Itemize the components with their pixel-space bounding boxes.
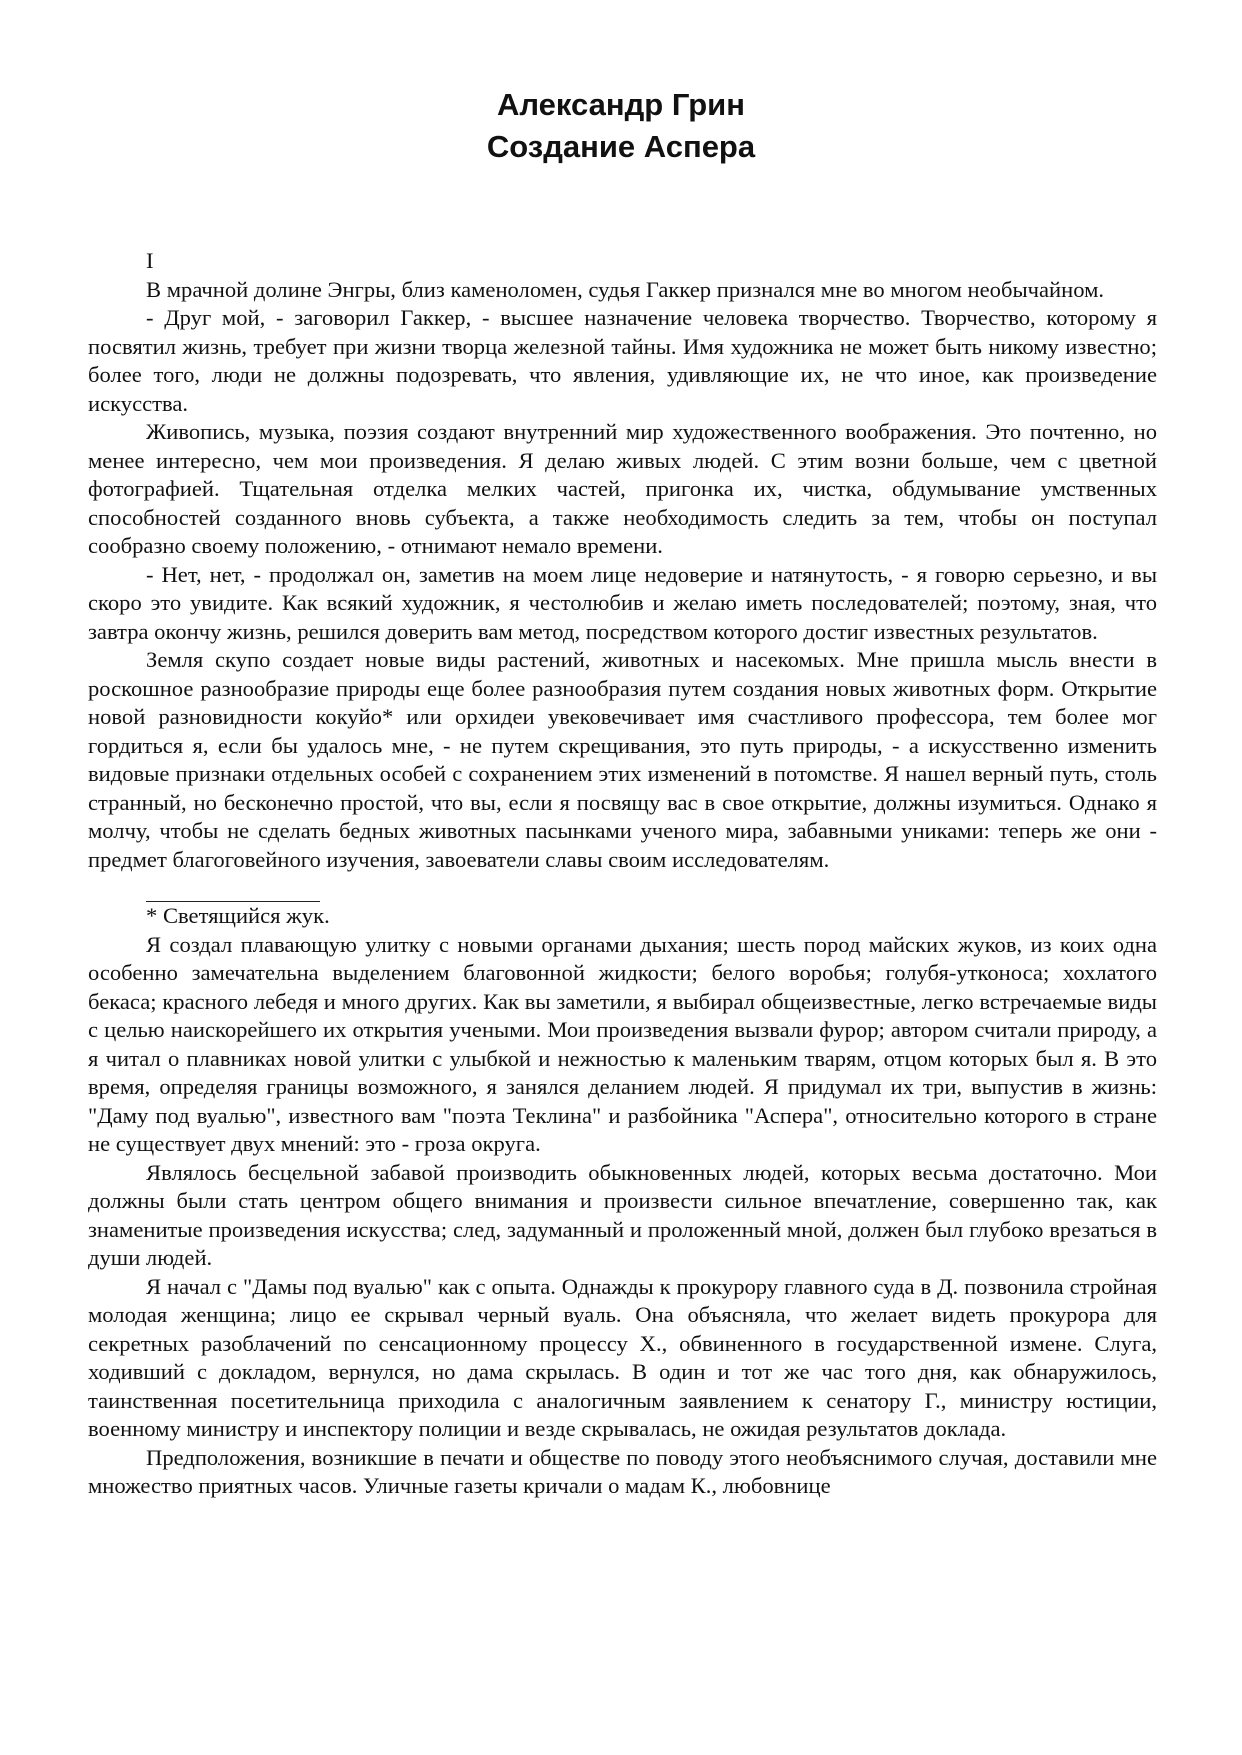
story-title: Создание Аспера <box>486 129 756 164</box>
author-name: Александр Грин <box>497 87 745 122</box>
paragraph: В мрачной долине Энгры, близ каменоломен, судья Гаккер признался мне во многом необычайном. <box>146 276 1105 302</box>
story-body <box>88 247 1157 1501</box>
paragraph: Являлось бесцельной забавой производить обыкновенных людей, которых весьма достаточно. Мои должны были стать центром общего внимания и произвести сильное впечатление, совершенно так, как знаменитые произведения искусства; след, задуманный и проложенный мной, должен был глубоко врезаться в души людей. <box>88 1159 1157 1270</box>
paragraph: - Нет, нет, - продолжал он, заметив на моем лице недоверие и натянутость, - я говорю серьезно, и вы скоро это увидите. Как всякий художник, я честолюбив и желаю иметь последователей; поэтому, зная, что завтра окончу жизнь, решился доверить вам метод, посредством которого достиг известных результатов. <box>88 561 1157 644</box>
paragraph: Живопись, музыка, поэзия создают внутренний мир художественного воображения. Это почтенно, но менее интересно, чем мои произведения. Я делаю живых людей. С этим возни больше, чем с цветной фотографией. Тщательная отделка мелких частей, пригонка их, чистка, обдумывание умственных способностей созданного вновь субъекта, а также необходимость следить за тем, чтобы он поступал сообразно своему положению, - отнимают немало времени. <box>88 419 1157 558</box>
paragraph: Я создал плавающую улитку с новыми органами дыхания; шесть пород майских жуков, из коих одна особенно замечательна выделением благовонной жидкости; белого воробья; голубя-утконоса; хохлатого бекаса; красного лебедя и много других. Как вы заметили, я выбирал общеизвестные, легко встречаемые виды с целью наискорейшего их открытия учеными. Мои произведения вызвали фурор; автором считали природу, а я читал о плавниках новой улитки с улыбкой и нежностью к маленьким тварям, отцом которых был я. В это время, определяя границы возможного, я занялся деланием людей. Я придумал их три, выпустив в жизнь: "Даму под вуалью", известного вам "поэта Теклина" и разбойника "Аспера", относительно которого в стране не существует двух мнений: это - гроза округа. <box>88 931 1157 1156</box>
paragraph: Предположения, возникшие в печати и обществе по поводу этого необъяснимого случая, доставили мне множество приятных часов. Уличные газеты кричали о мадам К., любовнице <box>88 1444 1157 1498</box>
chapter-number: I <box>146 248 154 273</box>
paragraph: Земля скупо создает новые виды растений, животных и насекомых. Мне пришла мысль внести в роскошное разнообразие природы еще более разнообразия путем создания новых животных форм. Открытие новой разновидности кокуйо* или орхидеи увековечивает имя счастливого профессора, тем более мог гордиться я, если бы удалось мне, - не путем скрещивания, это путь природы, - а искусственно изменить видовые признаки отдельных особей с сохранением этих изменений в потомстве. Я нашел верный путь, столь странный, но бесконечно простой, что вы, если я посвящу вас в свое открытие, должны изумиться. Однако я молчу, чтобы не сделать бедных животных пасынками ученого мира, забавными униками: теперь же они - предмет благоговейного изучения, завоеватели славы своим исследователям. <box>88 647 1157 872</box>
paragraph: Я начал с "Дамы под вуалью" как с опыта. Однажды к прокурору главного суда в Д. позвонила стройная молодая женщина; лицо ее скрывал черный вуаль. Она объясняла, что желает видеть прокурора для секретных разоблачений по сенсационному процессу Х., обвиненного в государственной измене. Слуга, ходивший с докладом, вернулся, но дама скрылась. В один и тот же час того дня, как обнаружилось, таинственная посетительница приходила с аналогичным заявлением к сенатору Г., министру юстиции, военному министру и инспектору полиции и везде скрывалась, не ожидая результатов доклада. <box>88 1273 1157 1441</box>
paragraph: - Друг мой, - заговорил Гаккер, - высшее назначение человека творчество. Творчество, которому я посвятил жизнь, требует при жизни творца железной тайны. Имя художника не может быть никому известно; более того, люди не должны подозревать, что явления, удивляющие их, не что иное, как произведение искусства. <box>88 305 1157 416</box>
footnote: * Светящийся жук. <box>146 903 330 928</box>
title-block <box>0 84 1242 168</box>
